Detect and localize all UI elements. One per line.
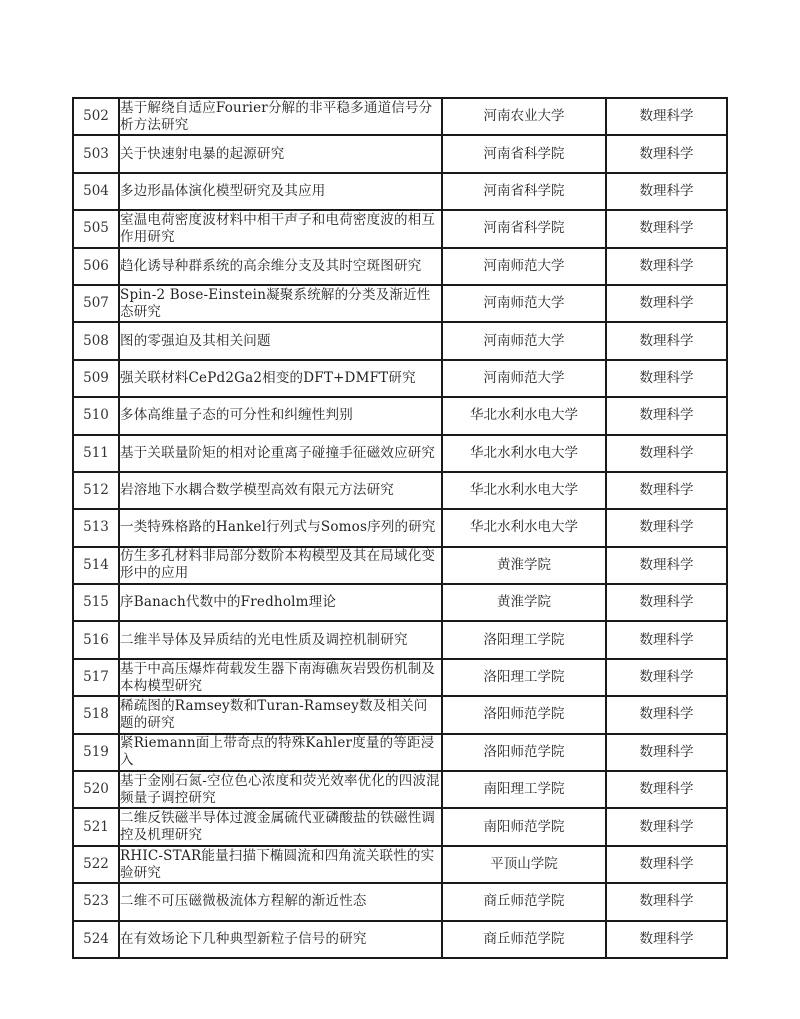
discipline: 数理科学 <box>606 173 727 210</box>
row-number: 521 <box>73 808 119 845</box>
table-row <box>73 472 727 509</box>
discipline: 数理科学 <box>606 734 727 771</box>
table-row <box>73 248 727 285</box>
institution: 河南师范大学 <box>442 360 606 397</box>
discipline: 数理科学 <box>606 248 727 285</box>
institution: 河南师范大学 <box>442 248 606 285</box>
discipline: 数理科学 <box>606 210 727 247</box>
institution: 河南省科学院 <box>442 210 606 247</box>
table-row <box>73 98 727 135</box>
institution: 洛阳师范学院 <box>442 734 606 771</box>
institution: 南阳师范学院 <box>442 808 606 845</box>
row-number: 518 <box>73 696 119 733</box>
table-row <box>73 173 727 210</box>
institution: 南阳理工学院 <box>442 771 606 808</box>
table-row <box>73 621 727 658</box>
project-title: 序Banach代数中的Fredholm理论 <box>119 584 442 621</box>
discipline: 数理科学 <box>606 435 727 472</box>
discipline: 数理科学 <box>606 285 727 322</box>
table-row <box>73 696 727 733</box>
row-number: 505 <box>73 210 119 247</box>
table-row <box>73 584 727 621</box>
discipline: 数理科学 <box>606 771 727 808</box>
project-title: 基于中高压爆炸荷载发生器下南海礁灰岩毁伤机制及本构模型研究 <box>119 659 442 696</box>
discipline: 数理科学 <box>606 584 727 621</box>
project-title: 一类特殊格路的Hankel行列式与Somos序列的研究 <box>119 509 442 546</box>
discipline: 数理科学 <box>606 846 727 883</box>
row-number: 507 <box>73 285 119 322</box>
row-number: 515 <box>73 584 119 621</box>
institution: 华北水利水电大学 <box>442 397 606 434</box>
project-table <box>72 97 728 959</box>
institution: 洛阳理工学院 <box>442 659 606 696</box>
row-number: 504 <box>73 173 119 210</box>
institution: 平顶山学院 <box>442 846 606 883</box>
project-title: 基于金刚石氮-空位色心浓度和荧光效率优化的四波混频量子调控研究 <box>119 771 442 808</box>
discipline: 数理科学 <box>606 808 727 845</box>
project-title: 二维半导体及异质结的光电性质及调控机制研究 <box>119 621 442 658</box>
institution: 河南师范大学 <box>442 285 606 322</box>
institution: 洛阳理工学院 <box>442 621 606 658</box>
project-title: 室温电荷密度波材料中相干声子和电荷密度波的相互作用研究 <box>119 210 442 247</box>
discipline: 数理科学 <box>606 360 727 397</box>
institution: 河南农业大学 <box>442 98 606 135</box>
row-number: 510 <box>73 397 119 434</box>
row-number: 506 <box>73 248 119 285</box>
institution: 河南省科学院 <box>442 135 606 172</box>
row-number: 511 <box>73 435 119 472</box>
row-number: 514 <box>73 547 119 584</box>
discipline: 数理科学 <box>606 883 727 920</box>
project-title: RHIC-STAR能量扫描下椭圆流和四角流关联性的实验研究 <box>119 846 442 883</box>
project-title: 稀疏图的Ramsey数和Turan-Ramsey数及相关问题的研究 <box>119 696 442 733</box>
table-row <box>73 921 727 958</box>
discipline: 数理科学 <box>606 921 727 958</box>
row-number: 523 <box>73 883 119 920</box>
discipline: 数理科学 <box>606 621 727 658</box>
table-row <box>73 846 727 883</box>
project-title: 二维反铁磁半导体过渡金属硫代亚磷酸盐的铁磁性调控及机理研究 <box>119 808 442 845</box>
discipline: 数理科学 <box>606 547 727 584</box>
table-row <box>73 210 727 247</box>
project-title: 仿生多孔材料非局部分数阶本构模型及其在局域化变形中的应用 <box>119 547 442 584</box>
table-row <box>73 659 727 696</box>
discipline: 数理科学 <box>606 472 727 509</box>
discipline: 数理科学 <box>606 397 727 434</box>
table-row <box>73 360 727 397</box>
row-number: 524 <box>73 921 119 958</box>
discipline: 数理科学 <box>606 659 727 696</box>
institution: 黄淮学院 <box>442 584 606 621</box>
table-row <box>73 322 727 359</box>
project-title: 二维不可压磁微极流体方程解的渐近性态 <box>119 883 442 920</box>
row-number: 508 <box>73 322 119 359</box>
discipline: 数理科学 <box>606 135 727 172</box>
table-row <box>73 397 727 434</box>
institution: 黄淮学院 <box>442 547 606 584</box>
row-number: 509 <box>73 360 119 397</box>
row-number: 520 <box>73 771 119 808</box>
discipline: 数理科学 <box>606 509 727 546</box>
discipline: 数理科学 <box>606 322 727 359</box>
project-title: 多体高维量子态的可分性和纠缠性判别 <box>119 397 442 434</box>
table-body <box>73 98 727 958</box>
project-title: 多边形晶体演化模型研究及其应用 <box>119 173 442 210</box>
table-row <box>73 808 727 845</box>
institution: 洛阳师范学院 <box>442 696 606 733</box>
row-number: 513 <box>73 509 119 546</box>
table-row <box>73 435 727 472</box>
table-row <box>73 771 727 808</box>
row-number: 517 <box>73 659 119 696</box>
project-title: 趋化诱导种群系统的高余维分支及其时空斑图研究 <box>119 248 442 285</box>
project-title: Spin-2 Bose-Einstein凝聚系统解的分类及渐近性态研究 <box>119 285 442 322</box>
project-title: 基于关联量阶矩的相对论重离子碰撞手征磁效应研究 <box>119 435 442 472</box>
project-title: 岩溶地下水耦合数学模型高效有限元方法研究 <box>119 472 442 509</box>
project-title: 关于快速射电暴的起源研究 <box>119 135 442 172</box>
project-title: 基于解绕自适应Fourier分解的非平稳多通道信号分析方法研究 <box>119 98 442 135</box>
row-number: 503 <box>73 135 119 172</box>
row-number: 519 <box>73 734 119 771</box>
institution: 华北水利水电大学 <box>442 509 606 546</box>
row-number: 522 <box>73 846 119 883</box>
table-row <box>73 509 727 546</box>
table-row <box>73 883 727 920</box>
institution: 河南省科学院 <box>442 173 606 210</box>
table-row <box>73 547 727 584</box>
institution: 华北水利水电大学 <box>442 472 606 509</box>
table-row <box>73 734 727 771</box>
institution: 商丘师范学院 <box>442 921 606 958</box>
row-number: 512 <box>73 472 119 509</box>
project-title: 紧Riemann面上带奇点的特殊Kahler度量的等距浸入 <box>119 734 442 771</box>
discipline: 数理科学 <box>606 696 727 733</box>
project-title: 在有效场论下几种典型新粒子信号的研究 <box>119 921 442 958</box>
row-number: 502 <box>73 98 119 135</box>
institution: 河南师范大学 <box>442 322 606 359</box>
institution: 华北水利水电大学 <box>442 435 606 472</box>
institution: 商丘师范学院 <box>442 883 606 920</box>
row-number: 516 <box>73 621 119 658</box>
project-title: 图的零强迫及其相关问题 <box>119 322 442 359</box>
table-row <box>73 135 727 172</box>
discipline: 数理科学 <box>606 98 727 135</box>
table-row <box>73 285 727 322</box>
project-title: 强关联材料CePd2Ga2相变的DFT+DMFT研究 <box>119 360 442 397</box>
